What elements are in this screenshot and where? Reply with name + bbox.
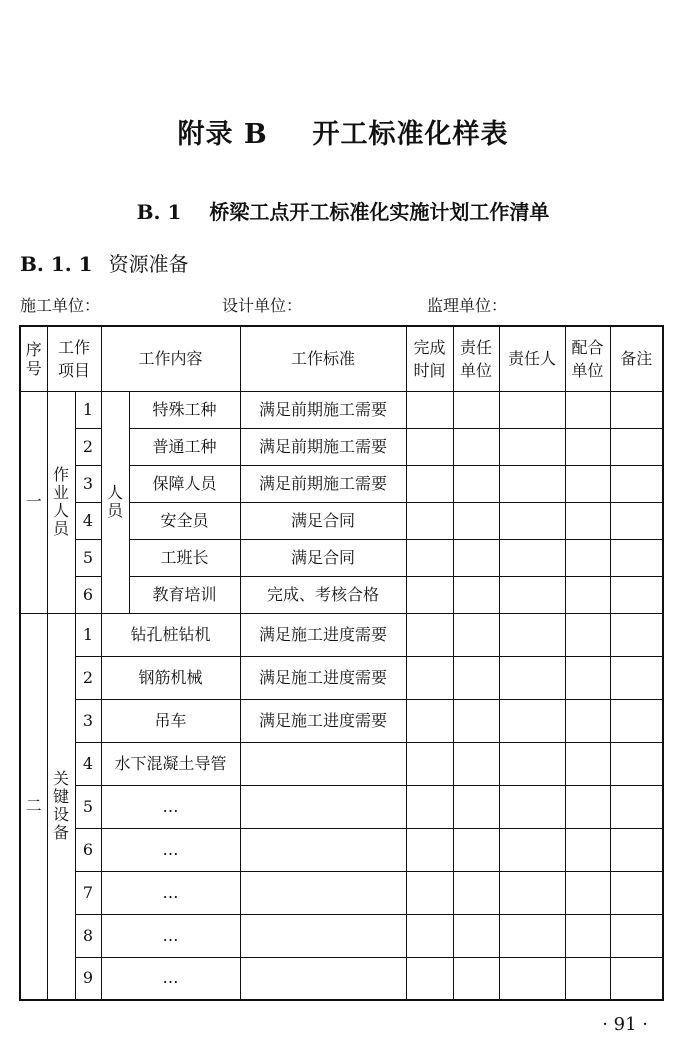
group2-seq: 二 xyxy=(20,613,47,1000)
table-row xyxy=(20,914,663,957)
appendix-letter: B xyxy=(243,119,268,150)
row-content: 安全员 xyxy=(129,502,240,539)
row-standard: 满足施工进度需要 xyxy=(240,613,406,656)
header-resp-unit: 责任单位 xyxy=(453,326,499,391)
row-standard xyxy=(240,785,406,828)
row-number: 6 xyxy=(75,576,101,613)
row-standard xyxy=(240,742,406,785)
row-standard: 满足合同 xyxy=(240,539,406,576)
row-content: 吊车 xyxy=(101,699,240,742)
group1-sub: 人员 xyxy=(101,391,129,613)
header-standard: 工作标准 xyxy=(240,326,406,391)
row-standard xyxy=(240,914,406,957)
row-standard xyxy=(240,871,406,914)
row-standard: 满足前期施工需要 xyxy=(240,465,406,502)
subsection-heading xyxy=(20,248,189,277)
row-number: 7 xyxy=(75,871,101,914)
row-content: … xyxy=(101,914,240,957)
group1-item: 作业人员 xyxy=(47,391,75,613)
supervision-unit-label: 监理单位： xyxy=(427,296,508,315)
header-item: 工作项目 xyxy=(47,326,101,391)
row-content: … xyxy=(101,785,240,828)
row-standard: 满足前期施工需要 xyxy=(240,391,406,428)
row-content: 保障人员 xyxy=(129,465,240,502)
table-row xyxy=(20,871,663,914)
row-number: 5 xyxy=(75,539,101,576)
row-number: 9 xyxy=(75,957,101,1000)
header-resp-person: 责任人 xyxy=(499,326,565,391)
row-number: 8 xyxy=(75,914,101,957)
table-row xyxy=(20,656,663,699)
row-number: 4 xyxy=(75,742,101,785)
row-content: 教育培训 xyxy=(129,576,240,613)
row-content: 特殊工种 xyxy=(129,391,240,428)
row-number: 6 xyxy=(75,828,101,871)
header-finish-time: 完成时间 xyxy=(406,326,453,391)
table-row xyxy=(20,957,663,1000)
subsection-number: B. 1. 1 xyxy=(20,252,93,276)
row-standard: 满足前期施工需要 xyxy=(240,428,406,465)
row-number: 2 xyxy=(75,428,101,465)
row-content: 工班长 xyxy=(129,539,240,576)
table-row xyxy=(20,742,663,785)
row-content: … xyxy=(101,871,240,914)
row-content: 钻孔桩钻机 xyxy=(101,613,240,656)
row-number: 3 xyxy=(75,465,101,502)
row-standard: 满足施工进度需要 xyxy=(240,699,406,742)
row-content: 钢筋机械 xyxy=(101,656,240,699)
row-standard xyxy=(240,828,406,871)
header-remarks: 备注 xyxy=(610,326,663,391)
table-row xyxy=(20,828,663,871)
resource-preparation-table xyxy=(19,325,664,1001)
appendix-title xyxy=(0,112,686,151)
construction-unit-label: 施工单位： xyxy=(20,296,101,315)
design-unit-label: 设计单位： xyxy=(222,296,303,315)
row-number: 1 xyxy=(75,613,101,656)
row-content: 普通工种 xyxy=(129,428,240,465)
appendix-prefix: 附录 xyxy=(177,119,234,150)
row-number: 1 xyxy=(75,391,101,428)
row-standard: 满足施工进度需要 xyxy=(240,656,406,699)
subsection-title: 资源准备 xyxy=(108,252,189,276)
section-number: B. 1 xyxy=(136,200,182,224)
appendix-main-title: 开工标准化样表 xyxy=(312,119,509,150)
row-content: … xyxy=(101,957,240,1000)
row-content: … xyxy=(101,828,240,871)
section-heading xyxy=(0,196,686,225)
header-seq: 序号 xyxy=(20,326,47,391)
page-number: · 91 · xyxy=(602,1014,648,1035)
table-row xyxy=(20,391,663,428)
row-standard xyxy=(240,957,406,1000)
group2-item: 关键设备 xyxy=(47,613,75,1000)
table-row xyxy=(20,699,663,742)
table-header-row xyxy=(20,326,663,391)
table-row xyxy=(20,613,663,656)
row-standard: 完成、考核合格 xyxy=(240,576,406,613)
row-number: 2 xyxy=(75,656,101,699)
header-content: 工作内容 xyxy=(101,326,240,391)
row-standard: 满足合同 xyxy=(240,502,406,539)
row-number: 4 xyxy=(75,502,101,539)
header-coop-unit: 配合单位 xyxy=(565,326,610,391)
row-number: 5 xyxy=(75,785,101,828)
row-number: 3 xyxy=(75,699,101,742)
row-content: 水下混凝土导管 xyxy=(101,742,240,785)
table-row xyxy=(20,785,663,828)
group1-seq: 一 xyxy=(20,391,47,613)
section-title: 桥梁工点开工标准化实施计划工作清单 xyxy=(209,200,550,224)
